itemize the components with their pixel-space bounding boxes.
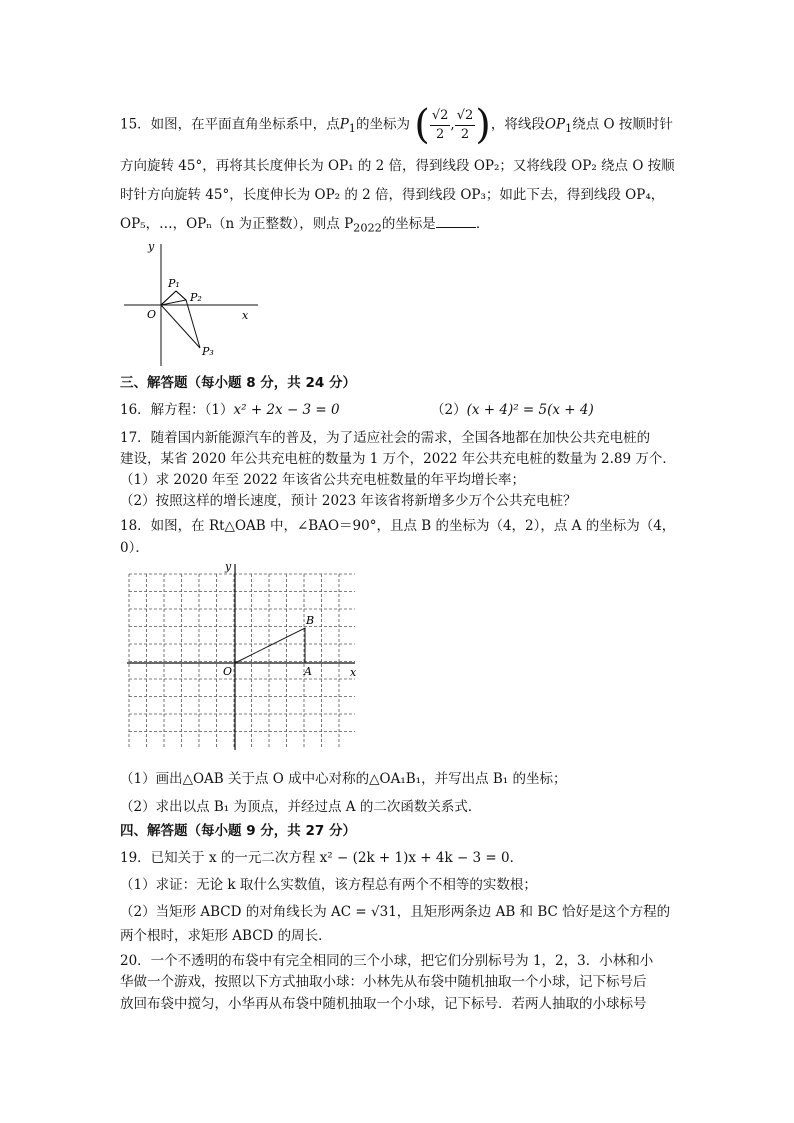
section-4-heading: 四、解答题（每小题 9 分，共 27 分） — [120, 823, 356, 839]
q15-line2: 方向旋转 45°，再将其长度伸长为 OP₁ 的 2 倍，得到线段 OP₂；又将线段 OP₂ 绕点 O 按顺 — [120, 158, 675, 174]
q19-line3: （2）当矩形 ABCD 的对角线长为 AC = √31，且矩形两条边 AB 和 BC 恰好是这个方程的 — [120, 904, 671, 920]
q16-line — [120, 400, 340, 420]
segment-p1p2 — [176, 291, 186, 300]
fraction-1: $\frac{√2}{2}$ — [431, 107, 449, 142]
q15-text: 15．如图，在平面直角坐标系中，点 — [120, 116, 340, 133]
point-p1: P — [339, 116, 349, 133]
q19-line2: （1）求证：无论 k 取什么实数值，该方程总有两个不相等的实数根； — [120, 877, 537, 893]
q15-line4-text: OP₅，…，OPₙ（n 为正整数），则点 P — [120, 216, 354, 232]
q16-equation-1: x² + 2x − 3 = 0 — [233, 402, 340, 418]
q17-line1: 17．随着国内新能源汽车的普及，为了适应社会的需求，全国各地都在加快公共充电桩的 — [120, 430, 651, 446]
q20-line3: 放回布袋中搅匀，小华再从布袋中随机抽取一个小球，记下标号．若两人抽取的小球标号 — [120, 996, 647, 1012]
p2022-sub: 2022 — [353, 221, 382, 235]
origin-label: O — [147, 308, 157, 321]
grid-lines — [129, 574, 355, 748]
q15-line4 — [120, 214, 489, 239]
q17-line2: 建设，某省 2020 年公共充电桩的数量为 1 万个，2022 年公共充电桩的数量为 2.89 万个． — [120, 451, 676, 467]
q18-origin-label: O — [223, 665, 233, 678]
q16-prefix: 16．解方程：（1） — [120, 402, 234, 418]
segment-op1-sub: 1 — [565, 122, 573, 136]
p1-label: P₁ — [168, 277, 180, 290]
q16-equation-2: (x + 4)² = 5(x + 4) — [466, 402, 594, 418]
x-axis-label: x — [242, 309, 249, 322]
segments-p2p3 — [161, 300, 200, 348]
answer-blank — [436, 215, 476, 228]
q15-text-mid: 的坐标为 — [355, 116, 410, 133]
q15-text-end: 绕点 O 按顺时针 — [572, 116, 673, 133]
q18-part1: （1）画出△OAB 关于点 O 成中心对称的△OA₁B₁，并写出点 B₁ 的坐标； — [120, 771, 567, 787]
q18-y-label: y — [225, 560, 232, 573]
section-3-heading: 三、解答题（每小题 8 分，共 24 分） — [120, 375, 356, 391]
q15-figure — [118, 238, 268, 368]
q15-line3: 时针方向旋转 45°，长度伸长为 OP₂ 的 2 倍，得到线段 OP₃；如此下去，得到线段 OP₄， — [120, 187, 665, 203]
q17-line4: （2）按照这样的增长速度，预计 2023 年该省将新增多少万个公共充电桩？ — [120, 493, 577, 509]
left-paren: ( — [414, 102, 430, 148]
q16-part2-label: （2） — [431, 402, 467, 418]
fraction-2: $\frac{√2}{2}$ — [456, 107, 474, 142]
right-paren: ) — [475, 102, 491, 148]
p3-label: P₃ — [202, 345, 214, 358]
q18-line1: 18．如图，在 Rt△OAB 中，∠BAO＝90°，且点 B 的坐标为（4，2），点 A 的坐标为（4， — [120, 518, 676, 534]
triangle-oab — [235, 628, 305, 663]
point-p1-sub: 1 — [348, 122, 356, 136]
q18-part2: （2）求出以点 B₁ 为顶点，并经过点 A 的二次函数关系式． — [120, 799, 482, 815]
q15-line4-suffix: 的坐标是 — [381, 216, 436, 232]
q17-line3: （1）求 2020 年至 2022 年该省公共充电桩数量的年平均增长率； — [120, 472, 525, 488]
q19-line1: 19．已知关于 x 的一元二次方程 x² − (2k + 1)x + 4k − 3 = 0． — [120, 850, 524, 866]
point-b-label: B — [306, 614, 315, 627]
q15-line4-end: ． — [475, 216, 490, 232]
q18-line2: 0）． — [120, 540, 149, 556]
q16-part2 — [431, 400, 594, 420]
q18-x-label: x — [350, 666, 357, 679]
q20-line2: 华做一个游戏，按照以下方式抽取小球：小林先从布袋中随机抽取一个小球，记下标号后 — [120, 974, 647, 990]
q18-grid-figure — [125, 560, 365, 752]
y-axis-label: y — [148, 240, 155, 253]
point-a-label: A — [304, 665, 312, 678]
p2-label: P₂ — [190, 291, 202, 304]
segment-op1: OP — [544, 116, 566, 133]
q15-line1: 15．如图，在平面直角坐标系中，点$P_1$的坐标为 ( $\frac{√2}{2}$ , $\frac{√2}{2}$ )，将线段$OP_1$绕点 O 按顺时针 — [120, 102, 673, 148]
q20-line1: 20．一个不透明的布袋中有完全相同的三个小球，把它们分别标号为 1，2，3．小林和小 — [120, 953, 654, 969]
q15-text-suffix: ，将线段 — [490, 116, 545, 133]
q19-line4: 两个根时，求矩形 ABCD 的周长． — [120, 928, 332, 944]
